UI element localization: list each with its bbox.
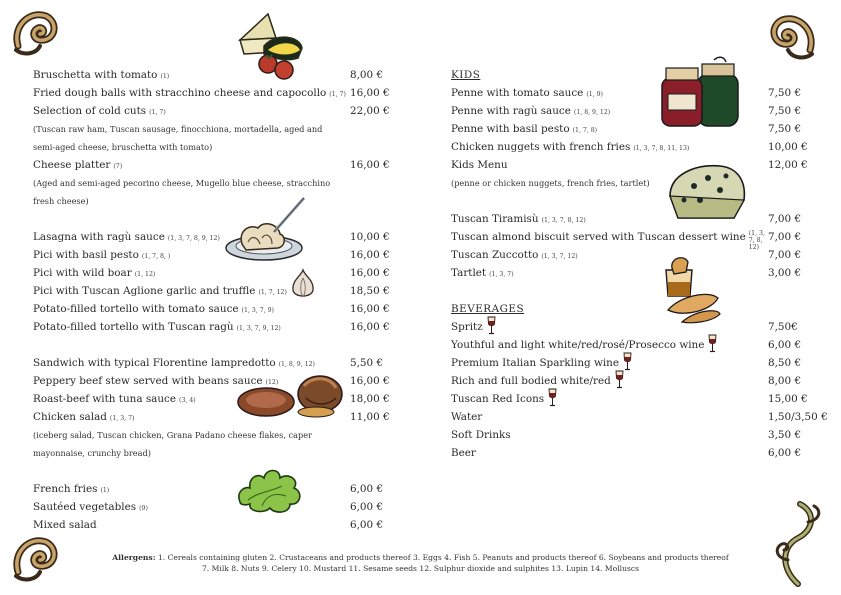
wine-glass-icon: [548, 390, 557, 408]
beverage-item: Rich and full bodied white/red 8,00 €: [451, 372, 831, 390]
allergens-legend: [0, 552, 841, 574]
menu-item: Sautéed vegetables (9) 6,00 €: [33, 501, 384, 513]
menu-item: Tuscan almond biscuit served with Tuscan dessert wine (1, 3, 7, 8, 12) 7,00 €: [451, 230, 802, 251]
allergens-legend-line: 7. Milk 8. Nuts 9. Celery 10. Mustard 11. Sesame seeds 12. Sulphur dioxide and sulphites 13. Lupin 14. Molluscs: [201, 564, 640, 573]
wine-glass-icon: [708, 336, 717, 354]
menu-item: Peppery beef stew served with beans sauce (12) 16,00 €: [33, 375, 390, 387]
menu-item: Penne with tomato sauce (1, 9) 7,50 €: [451, 87, 802, 99]
beverage-item: Water 1,50/3,50 €: [451, 411, 828, 423]
swirl-ornament-top-left-icon: [10, 6, 62, 58]
menu-item: Chicken salad (1, 3, 7) 11,00 €: [33, 411, 390, 423]
allergens-legend-line: Allergens: 1. Cereals containing gluten 2. Crustaceans and products thereof 3. Eggs 4. Fish 5. Peanuts and products thereof 6. Soybeans and products thereof: [112, 553, 729, 562]
menu-item-description: (Tuscan raw ham, Tuscan sausage, finocchiona, mortadella, aged and semi-aged cheese, bruschetta with tomato): [33, 124, 323, 152]
menu-item-description: (Aged and semi-aged pecorino cheese, Mugello blue cheese, stracchino fresh cheese): [33, 178, 331, 206]
menu-item: Potato-filled tortello with Tuscan ragù (1, 3, 7, 9, 12) 16,00 €: [33, 321, 390, 333]
menu-item: Fried dough balls with stracchino cheese and capocollo (1, 7) 16,00 €: [33, 87, 390, 99]
menu-item: Potato-filled tortello with tomato sauce (1, 3, 7, 9) 16,00 €: [33, 303, 390, 315]
menu-item: Selection of cold cuts (1, 7) 22,00 €: [33, 105, 390, 117]
left-menu-column: [33, 66, 393, 534]
beverage-item: Tuscan Red Icons 15,00 €: [451, 390, 831, 408]
wine-glass-icon: [615, 372, 624, 390]
menu-item: Tuscan Zuccotto (1, 3, 7, 12) 7,00 €: [451, 249, 802, 261]
allergens-label: Allergens:: [112, 553, 156, 562]
menu-item: Roast-beef with tuna sauce (3, 4) 18,00 €: [33, 393, 390, 405]
vine-ornament-bottom-right-icon: [770, 498, 826, 588]
menu-item: Chicken nuggets with french fries (1, 3, 7, 8, 11, 13) 10,00 €: [451, 141, 808, 153]
beverage-item: Youthful and light white/red/rosé/Prosecco wine 6,00 €: [451, 336, 831, 354]
wine-glass-icon: [623, 354, 632, 372]
menu-item: Pici with Tuscan Aglione garlic and truffle (1, 7, 12) 18,50 €: [33, 285, 390, 297]
menu-item: Pici with wild boar (1, 12) 16,00 €: [33, 267, 390, 279]
menu-item: French fries (1) 6,00 €: [33, 483, 384, 495]
wine-glass-icon: [487, 318, 496, 336]
menu-item: Sandwich with typical Florentine lampredotto (1, 8, 9, 12) 5,50 €: [33, 357, 384, 369]
menu-item: Penne with ragù sauce (1, 8, 9, 12) 7,50 €: [451, 105, 802, 117]
right-menu-column: [451, 66, 831, 462]
beverage-item: Spritz 7,50€: [451, 318, 831, 336]
section-title-kids: KIDS: [451, 69, 481, 81]
swirl-ornament-top-right-icon: [766, 10, 818, 62]
menu-item: Lasagna with ragù sauce (1, 3, 7, 8, 9, 12) 10,00 €: [33, 231, 390, 243]
beverage-item: Premium Italian Sparkling wine 8,50 €: [451, 354, 831, 372]
menu-item: Penne with basil pesto (1, 7, 8) 7,50 €: [451, 123, 802, 135]
menu-item: Tuscan Tiramisù (1, 3, 7, 8, 12) 7,00 €: [451, 213, 802, 225]
menu-item-description: (iceberg salad, Tuscan chicken, Grana Padano cheese flakes, caper mayonnaise, crunchy bread): [33, 430, 313, 458]
menu-item-description: (penne or chicken nuggets, french fries, tartlet): [451, 178, 650, 188]
section-title-beverages: BEVERAGES: [451, 303, 525, 315]
menu-item: Kids Menu 12,00 €: [451, 159, 808, 171]
menu-item: Tartlet (1, 3, 7) 3,00 €: [451, 267, 802, 279]
menu-item: Cheese platter (7) 16,00 €: [33, 159, 390, 171]
menu-item: Mixed salad 6,00 €: [33, 519, 384, 531]
menu-item: Pici with basil pesto (1, 7, 8, ) 16,00 €: [33, 249, 390, 261]
menu-item: Bruschetta with tomato (1) 8,00 €: [33, 69, 384, 81]
beverage-item: Beer 6,00 €: [451, 447, 802, 459]
beverage-item: Soft Drinks 3,50 €: [451, 429, 802, 441]
